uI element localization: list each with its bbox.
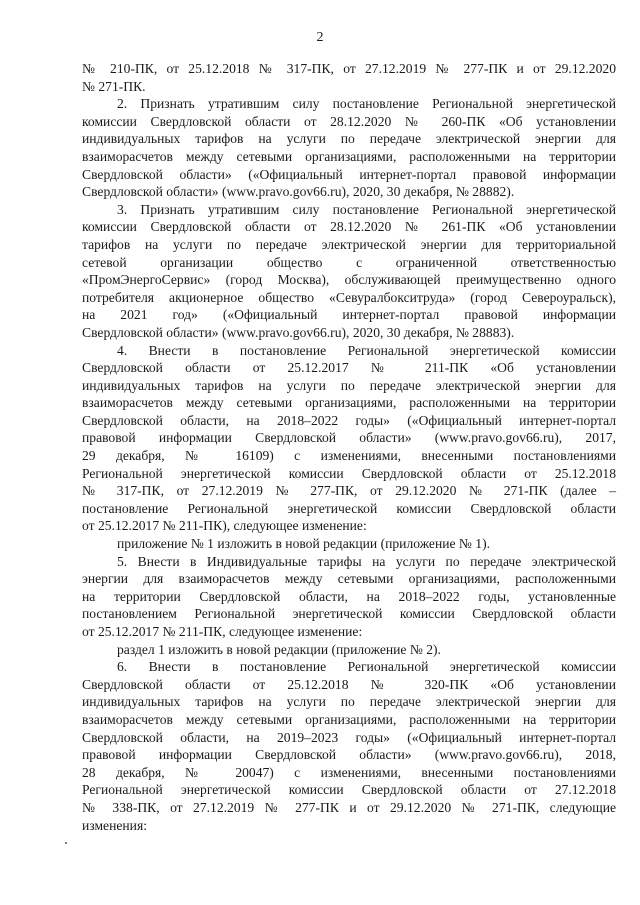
text-line: 28 декабря, № 20047) с изменениями, внесенными постановлениями (82, 764, 616, 780)
text-line: тарифов на услуги по передаче электрической энергии для территориальной (82, 236, 616, 252)
paragraph-4 (82, 342, 616, 536)
text-line: Свердловской области, на 2019–2023 годы» («Официальный интернет-портал (82, 729, 616, 745)
text-line: 4. Внести в постановление Региональной энергетической комиссии (117, 342, 616, 358)
text-line: Региональной энергетической комиссии Свердловской области от 25.12.2018 (82, 465, 616, 481)
text-line: сетевой организации общество с ограниченной ответственностью (82, 254, 616, 270)
text-line: взаиморасчетов между сетевыми организациями, расположенными на территории (82, 711, 616, 727)
text-line: взаиморасчетов между сетевыми организациями, расположенными на территории (82, 148, 616, 164)
text-line: Свердловской области» (www.pravo.gov66.ru), 2020, 30 декабря, № 28882). (82, 184, 515, 200)
text-line: № 271-ПК. (82, 78, 146, 94)
text-line: правовой информации Свердловской области» (www.pravo.gov66.ru), 2018, (82, 747, 616, 763)
text-line: индивидуальных тарифов на услуги по передаче электрической энергии для (82, 694, 616, 710)
document-body (82, 60, 616, 834)
text-line: Свердловской области от 25.12.2018 № 320-ПК «Об установлении (82, 676, 616, 692)
text-line: от 25.12.2017 № 211-ПК), следующее изменение: (82, 518, 367, 534)
text-line: взаиморасчетов между сетевыми организациями, расположенными на территории (82, 395, 616, 411)
text-line: 29 декабря, № 16109) с изменениями, внесенными постановлениями (82, 448, 616, 464)
paragraph-6 (82, 658, 616, 834)
text-line: Свердловской области» (www.pravo.gov66.ru), 2020, 30 декабря, № 28883). (82, 324, 515, 340)
text-line: изменения: (82, 817, 147, 833)
text-line: 5. Внести в Индивидуальные тарифы на услуги по передаче электрической (117, 553, 616, 569)
text-line: раздел 1 изложить в новой редакции (приложение № 2). (117, 641, 441, 657)
text-line: постановление Региональной энергетической комиссии Свердловской области (82, 500, 616, 516)
text-line: комиссии Свердловской области от 28.12.2020 № 261-ПК «Об установлении (82, 219, 616, 235)
text-line: № 338-ПК, от 27.12.2019 № 277-ПК и от 29.12.2020 № 271-ПК, следующие (82, 799, 616, 815)
text-line: № 210-ПК, от 25.12.2018 № 317-ПК, от 27.12.2019 № 277-ПК и от 29.12.2020 (82, 61, 616, 76)
text-line: на 2021 год» («Официальный интернет-портал правовой информации (82, 307, 616, 323)
text-line: комиссии Свердловской области от 28.12.2020 № 260-ПК «Об установлении (82, 113, 616, 129)
text-line: Свердловской области» («Официальный интернет-портал правовой информации (82, 166, 616, 182)
paragraph-4-item (82, 535, 616, 553)
paragraph-5 (82, 553, 616, 641)
text-line: «ПромЭнергоСервис» (город Москва), обслуживающей преимущественно одного (82, 272, 616, 288)
paragraph-3 (82, 201, 616, 342)
text-line: 2. Признать утратившим силу постановление Региональной энергетической (117, 96, 616, 112)
text-line: постановлением Региональной энергетической комиссии Свердловской области (82, 606, 616, 622)
text-line: приложение № 1 изложить в новой редакции (приложение № 1). (117, 536, 491, 552)
text-line: № 317-ПК, от 27.12.2019 № 277-ПК, от 29.12.2020 № 271-ПК (далее – (82, 483, 616, 499)
text-line: 6. Внести в постановление Региональной энергетической комиссии (117, 659, 616, 675)
paragraph-1-continuation (82, 60, 616, 95)
text-line: Региональной энергетической комиссии Свердловской области от 27.12.2018 (82, 782, 616, 798)
text-line: индивидуальных тарифов на услуги по передаче электрической энергии для (82, 377, 616, 393)
paragraph-5-item (82, 641, 616, 659)
text-line: на территории Свердловской области, на 2018–2022 годы, установленные (82, 588, 616, 604)
paragraph-2 (82, 95, 616, 201)
text-line: потребителя акционерное общество «Севуралбокситруда» (город Североуральск), (82, 289, 616, 305)
scan-speck (65, 842, 67, 844)
text-line: от 25.12.2017 № 211-ПК, следующее изменение: (82, 624, 363, 639)
text-line: индивидуальных тарифов на услуги по передаче электрической энергии для (82, 131, 616, 147)
text-line: 3. Признать утратившим силу постановление Региональной энергетической (117, 201, 616, 217)
text-line: правовой информации Свердловской области» (www.pravo.gov66.ru), 2017, (82, 430, 616, 446)
text-line: энергии для взаиморасчетов между сетевыми организациями, расположенными (82, 571, 616, 587)
text-line: Свердловской области от 25.12.2017 № 211-ПК «Об установлении (82, 360, 616, 376)
text-line: Свердловской области, на 2018–2022 годы» («Официальный интернет-портал (82, 412, 616, 428)
page-number: 2 (316, 30, 324, 45)
